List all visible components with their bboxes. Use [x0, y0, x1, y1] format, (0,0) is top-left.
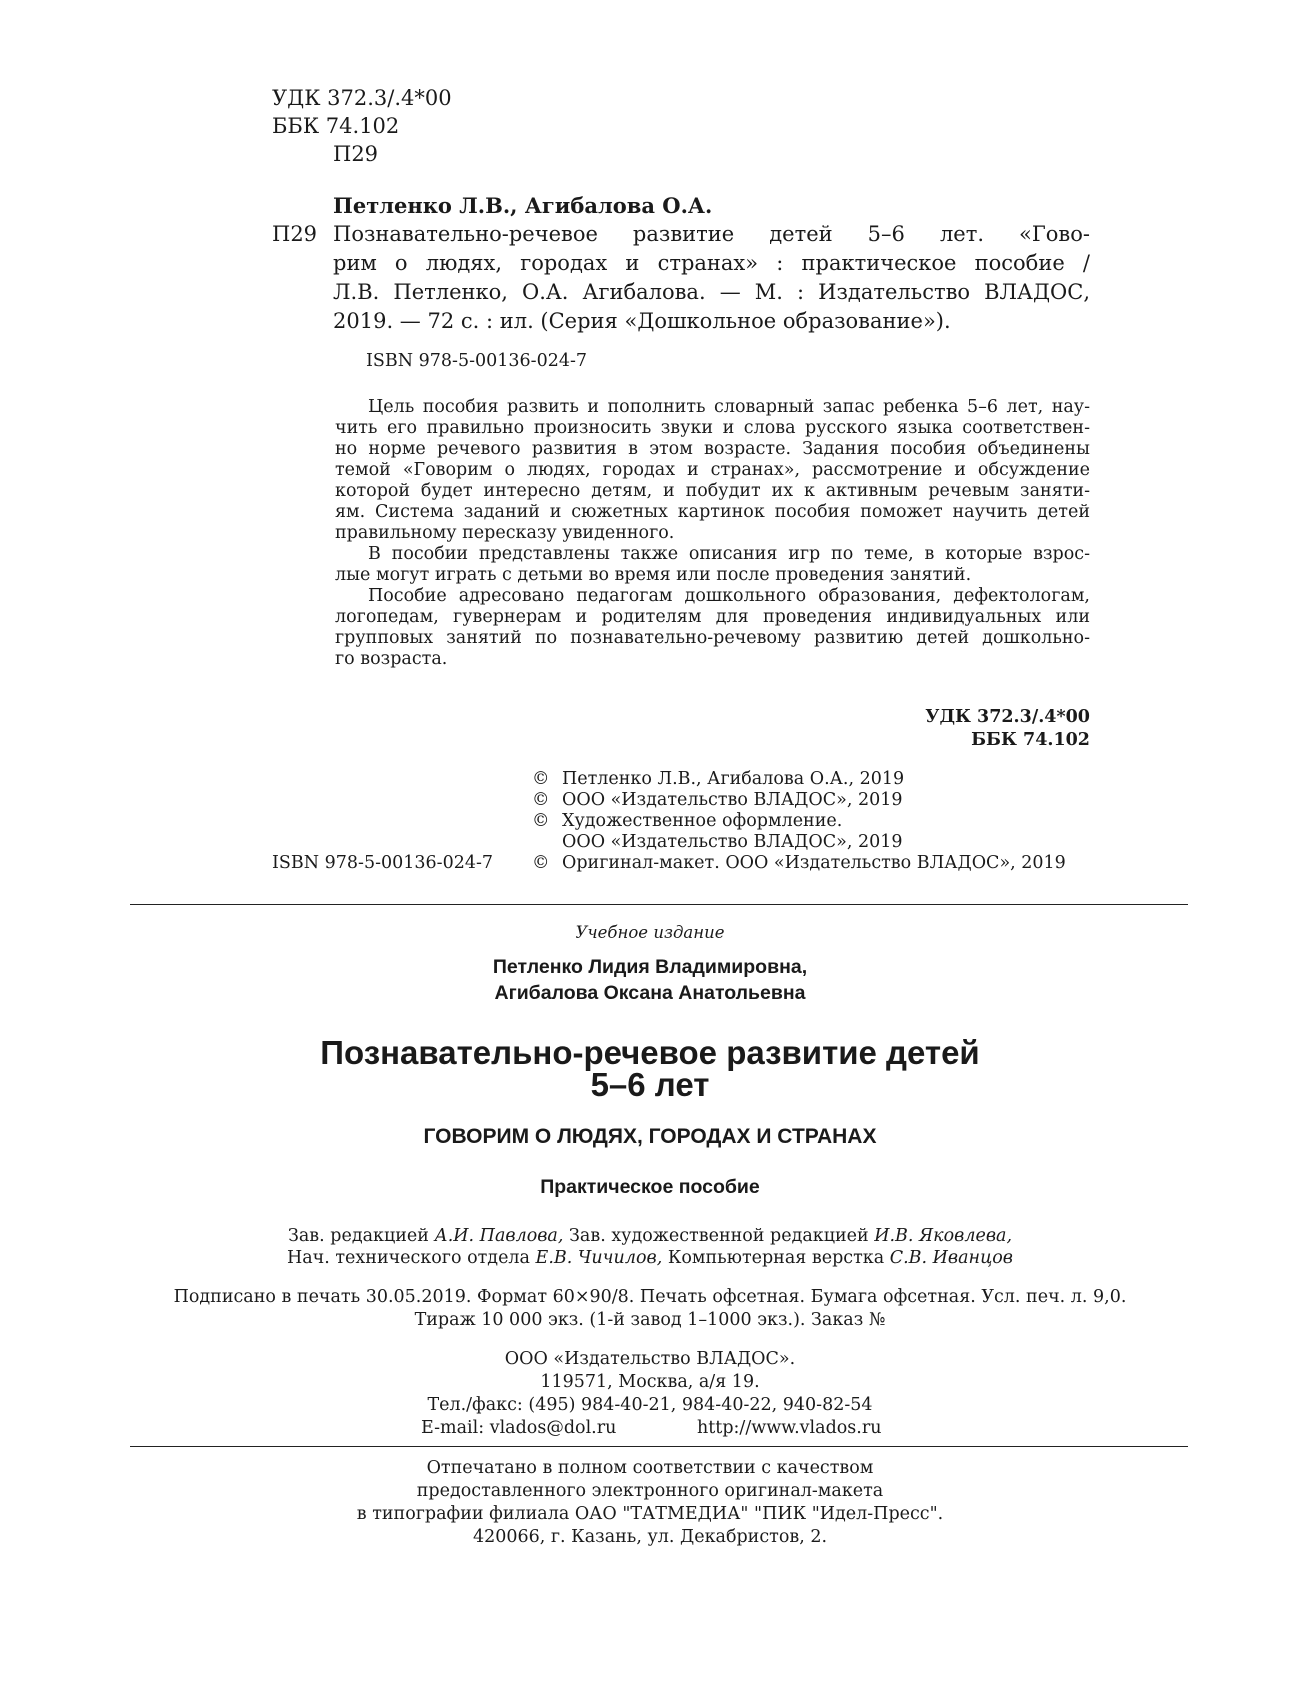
- annotation-line: которой будет интересно детям, и побудит их к активным речевым заняти-: [335, 481, 1090, 501]
- udk-code: УДК 372.3/.4*00: [272, 86, 452, 110]
- book-title-line-1: Познавательно-речевое развитие детей: [320, 1034, 980, 1071]
- staff-line-2: Нач. технического отдела Е.В. Чичилов, Компьютерная верстка С.В. Иванцов: [286, 1248, 1013, 1268]
- printer-line-3: в типографии филиала ОАО "ТАТМЕДИА" "ПИК "Идел-Пресс".: [356, 1504, 944, 1524]
- copyright-line: ООО «Издательство ВЛАДОС», 2019: [562, 832, 903, 852]
- record-mark: П29: [272, 222, 318, 246]
- copyright-symbol: ©: [532, 853, 550, 873]
- annotation-line: чить его правильно произносить звуки и слова русского языка соответствен-: [335, 418, 1090, 438]
- bbk-right: ББК 74.102: [971, 730, 1090, 750]
- annotation-line: темой «Говорим о людях, городах и странах», рассмотрение и обсуждение: [335, 460, 1090, 480]
- book-title-line-2: 5–6 лет: [590, 1066, 710, 1103]
- annotation-line: но норме речевого развития в этом возрасте. Задания пособия объединены: [335, 439, 1090, 459]
- record-line: 2019. — 72 с. : ил. (Серия «Дошкольное образование»).: [333, 309, 951, 333]
- printer-line-2: предоставленного электронного оригинал-макета: [416, 1481, 884, 1501]
- printer-line-1: Отпечатано в полном соответствии с качеством: [426, 1458, 874, 1478]
- annotation-line: го возраста.: [335, 649, 448, 669]
- isbn-top: ISBN 978-5-00136-024-7: [366, 351, 588, 371]
- edition-type: Учебное издание: [575, 923, 725, 942]
- copyright-symbol: ©: [532, 811, 550, 831]
- publisher-website: http://www.vlados.ru: [697, 1418, 882, 1438]
- copyright-line: Художественное оформление.: [562, 811, 843, 831]
- authors-heading: Петленко Л.В., Агибалова О.А.: [333, 193, 713, 218]
- annotation-line: групповых занятий по познавательно-речевому развитию детей дошкольно-: [335, 628, 1090, 648]
- print-info-2: Тираж 10 000 экз. (1-й завод 1–1000 экз.). Заказ №: [414, 1310, 886, 1330]
- bibliographic-record: [333, 220, 1090, 336]
- isbn-bottom: ISBN 978-5-00136-024-7: [272, 853, 494, 873]
- annotation-line: логопедам, гувернерам и родителям для проведения индивидуальных или: [335, 607, 1090, 627]
- annotation-line: Цель пособия развить и пополнить словарный запас ребенка 5–6 лет, нау-: [368, 397, 1090, 417]
- record-line: рим о людях, городах и странах» : практическое пособие /: [333, 251, 1090, 275]
- book-genre: Практическое пособие: [540, 1176, 760, 1198]
- author-full-2: Агибалова Оксана Анатольевна: [494, 982, 806, 1004]
- author-full-1: Петленко Лидия Владимировна,: [492, 956, 808, 978]
- annotation-line: лые могут играть с детьми во время или после проведения занятий.: [335, 565, 972, 585]
- publisher-phone: Тел./факс: (495) 984-40-21, 984-40-22, 940-82-54: [427, 1395, 873, 1415]
- publisher-email: E-mail: vlados@dol.ru: [421, 1418, 617, 1438]
- annotation-line: ям. Система заданий и сюжетных картинок пособия поможет научить детей: [335, 502, 1090, 522]
- printer-line-4: 420066, г. Казань, ул. Декабристов, 2.: [472, 1527, 828, 1547]
- annotation-line: Пособие адресовано педагогам дошкольного образования, дефектологам,: [368, 586, 1090, 606]
- publisher-name: ООО «Издательство ВЛАДОС».: [504, 1349, 796, 1369]
- publisher-address: 119571, Москва, а/я 19.: [540, 1372, 760, 1392]
- copyright-line: Оригинал-макет. ООО «Издательство ВЛАДОС», 2019: [562, 853, 1066, 873]
- annotation-line: правильному пересказу увиденного.: [335, 523, 675, 543]
- bbk-code: ББК 74.102: [272, 114, 400, 138]
- copyright-line: Петленко Л.В., Агибалова О.А., 2019: [562, 769, 905, 789]
- copyright-symbol: ©: [532, 790, 550, 810]
- record-line: Познавательно-речевое развитие детей 5–6 лет. «Гово-: [333, 222, 1090, 246]
- udk-right: УДК 372.3/.4*00: [925, 707, 1090, 727]
- copyright-symbol: ©: [532, 769, 550, 789]
- divider-top: [130, 904, 1188, 905]
- book-subtitle: ГОВОРИМ О ЛЮДЯХ, ГОРОДАХ И СТРАНАХ: [423, 1125, 877, 1148]
- divider-bottom: [130, 1446, 1188, 1447]
- annotation-line: В пособии представлены также описания игр по теме, в которые взрос-: [368, 544, 1090, 564]
- record-line: Л.В. Петленко, О.А. Агибалова. — М. : Издательство ВЛАДОС,: [333, 280, 1090, 304]
- copyright-block: [532, 769, 1066, 874]
- author-mark: П29: [333, 142, 379, 166]
- copyright-line: ООО «Издательство ВЛАДОС», 2019: [562, 790, 903, 810]
- annotation: [335, 397, 1090, 670]
- print-info-1: Подписано в печать 30.05.2019. Формат 60×90/8. Печать офсетная. Бумага офсетная. Усл. печ. л. 9,0.: [173, 1287, 1127, 1307]
- staff-line-1: Зав. редакцией А.И. Павлова, Зав. художественной редакцией И.В. Яковлева,: [287, 1226, 1013, 1246]
